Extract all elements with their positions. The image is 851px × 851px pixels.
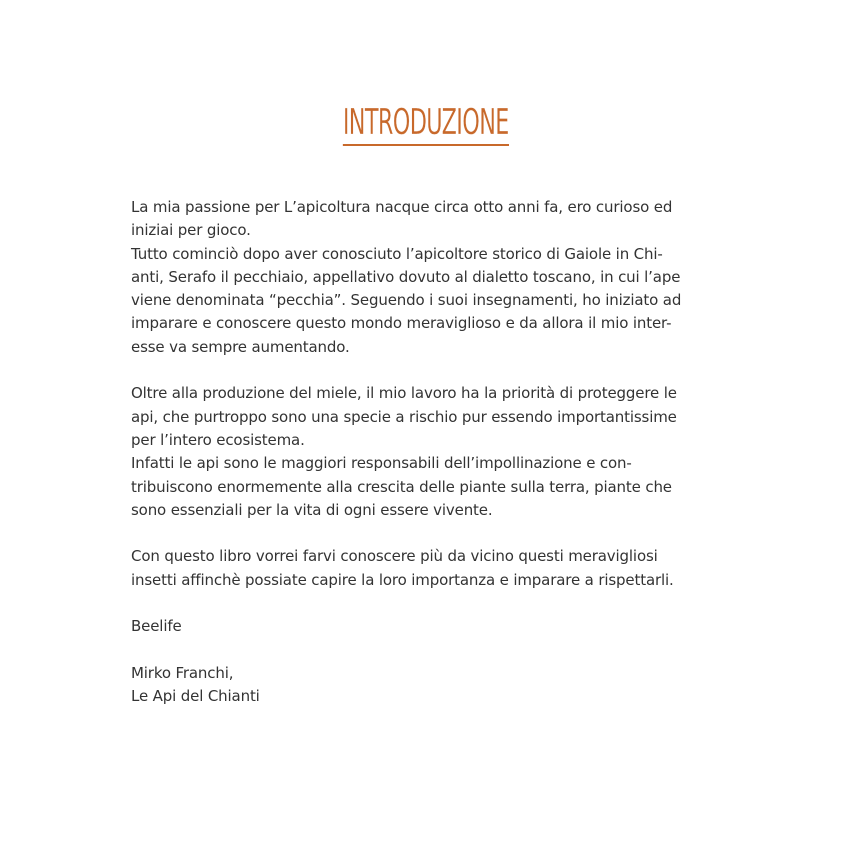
text-line: insetti affinchè possiate capire la loro importanza e imparare a rispettarli. (131, 570, 674, 589)
text-line: Tutto cominciò dopo aver conosciuto l’apicoltore storico di Gaiole in Chi- (131, 244, 663, 263)
text-line: Infatti le api sono le maggiori responsabili dell’impollinazione e con- (131, 454, 632, 473)
closing-text: Beelife (131, 617, 182, 636)
paragraph-3 (131, 545, 731, 592)
signature-organization: Le Api del Chianti (131, 687, 260, 706)
signature-name: Mirko Franchi, (131, 663, 234, 682)
title-container (0, 80, 851, 170)
text-line: viene denominata “pecchia”. Seguendo i suoi insegnamenti, ho iniziato ad (131, 291, 682, 310)
text-line: api, che purtroppo sono una specie a rischio pur essendo importantissime (131, 407, 677, 426)
text-line: Con questo libro vorrei farvi conoscere più da vicino questi meravigliosi (131, 547, 658, 566)
text-line: Oltre alla produzione del miele, il mio lavoro ha la priorità di proteggere le (131, 384, 677, 403)
text-line: per l’intero ecosistema. (131, 430, 305, 449)
text-line: iniziai per gioco. (131, 221, 251, 240)
signature (131, 662, 731, 709)
text-line: anti, Serafo il pecchiaio, appellativo dovuto al dialetto toscano, in cui l’ape (131, 267, 681, 286)
paragraph-1 (131, 196, 731, 359)
text-line: tribuiscono enormemente alla crescita delle piante sulla terra, piante che (131, 477, 672, 496)
text-line: sono essenziali per la vita di ogni essere vivente. (131, 500, 493, 519)
text-line: esse va sempre aumentando. (131, 337, 350, 356)
text-line: imparare e conoscere questo mondo meraviglioso e da allora il mio inter- (131, 314, 672, 333)
closing (131, 615, 731, 638)
paragraph-2 (131, 382, 731, 522)
text-line: La mia passione per L’apicoltura nacque circa otto anni fa, ero curioso ed (131, 198, 673, 216)
page-title: INTRODUZIONE (343, 104, 509, 146)
document-body (131, 196, 731, 732)
